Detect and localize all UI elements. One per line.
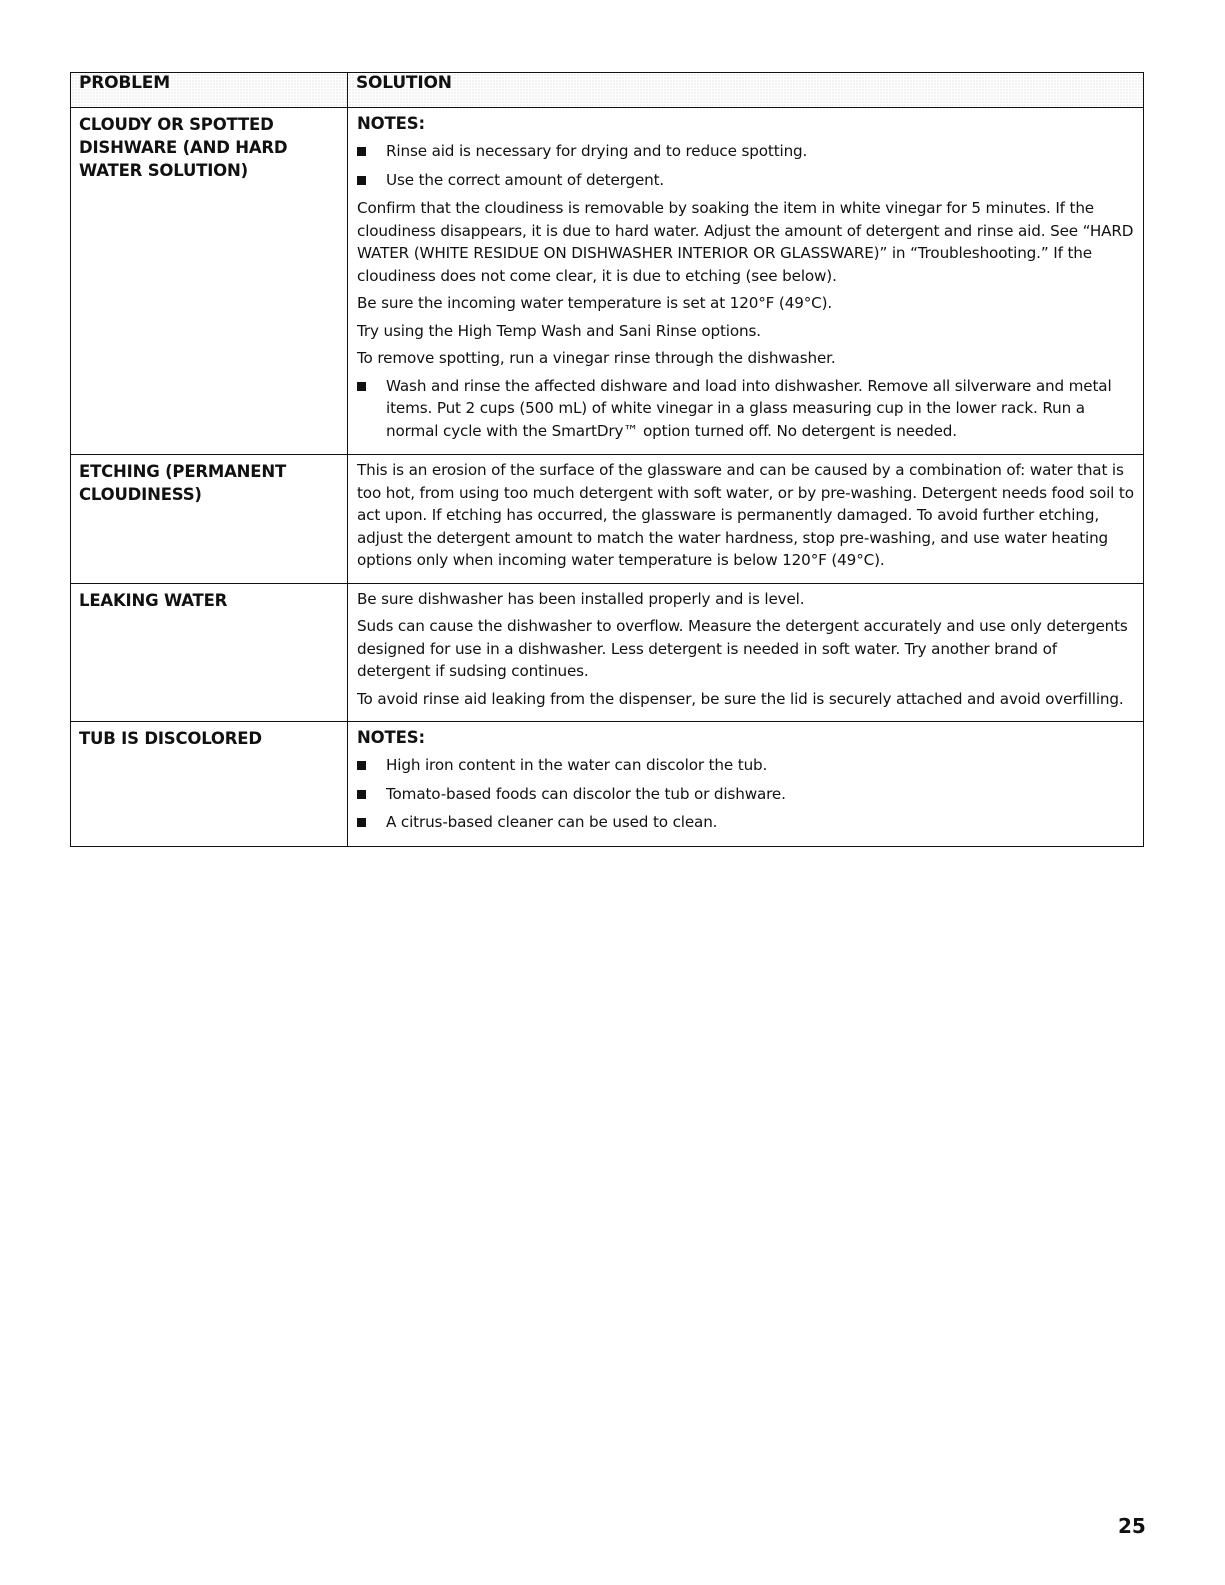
bullet-square-icon [357, 382, 366, 391]
solution-column-header: SOLUTION [348, 73, 1144, 108]
solution-paragraph: Be sure dishwasher has been installed properly and is level. [357, 589, 805, 608]
solution-cell [348, 455, 1144, 584]
bullet-square-icon [357, 790, 366, 799]
solution-paragraph: To remove spotting, run a vinegar rinse through the dishwasher. [357, 349, 836, 367]
solution-cell [348, 583, 1144, 722]
problem-cell: CLOUDY OR SPOTTED DISHWARE (AND HARD WATER SOLUTION) [71, 108, 348, 455]
table-row [71, 108, 1144, 455]
solution-cell [348, 108, 1144, 455]
problem-cell: LEAKING WATER [71, 583, 348, 722]
bullet-square-icon [357, 761, 366, 770]
notes-label: NOTES: [357, 114, 425, 133]
problem-cell: ETCHING (PERMANENT CLOUDINESS) [71, 455, 348, 584]
solution-cell [348, 722, 1144, 847]
table-row [71, 583, 1144, 722]
troubleshooting-table [70, 72, 1144, 847]
page-number: 25 [1118, 1514, 1146, 1538]
solution-paragraph: Try using the High Temp Wash and Sani Rinse options. [357, 321, 761, 340]
notes-label: NOTES: [357, 728, 425, 747]
note-item: Tomato-based foods can discolor the tub or dishware. [357, 783, 1135, 806]
table-row [71, 722, 1144, 847]
bullet-square-icon [357, 818, 366, 827]
note-item: A citrus-based cleaner can be used to clean. [357, 811, 1135, 834]
table-row [71, 455, 1144, 584]
solution-paragraph: This is an erosion of the surface of the glassware and can be caused by a combination of: water that is too hot, from using too much detergent with soft water, or by pre-washing. Detergent needs food soil to act upon. If etching has occurred, the glassware is permanently damaged. To avoid further etching, adjust the detergent amount to match the water hardness, stop pre-washing, and use water heating options only when incoming water temperature is below 120°F (49°C). [357, 461, 1134, 569]
solution-paragraph: Confirm that the cloudiness is removable by soaking the item in white vinegar for 5 minutes. If the cloudiness disappears, it is due to hard water. Adjust the amount of detergent and rinse aid. See “HARD WATER (WHITE RESIDUE ON DISHWASHER INTERIOR OR GLASSWARE)” in “Troubleshooting.” If the cloudiness does not come clear, it is due to etching (see below). [357, 199, 1134, 285]
bullet-square-icon [357, 147, 366, 156]
note-item: High iron content in the water can discolor the tub. [357, 754, 1135, 777]
step-item: Wash and rinse the affected dishware and load into dishwasher. Remove all silverware and metal items. Put 2 cups (500 mL) of white vinegar in a glass measuring cup in the lower rack. Run a normal cycle with the SmartDry™ option turned off. No detergent is needed. [357, 375, 1135, 443]
bullet-square-icon [357, 176, 366, 185]
solution-paragraph: Suds can cause the dishwasher to overflow. Measure the detergent accurately and use only detergents designed for use in a dishwasher. Less detergent is needed in soft water. Try another brand of detergent if sudsing continues. [357, 617, 1128, 680]
note-item: Use the correct amount of detergent. [357, 169, 1135, 192]
table-header-row [71, 73, 1144, 108]
problem-cell: TUB IS DISCOLORED [71, 722, 348, 847]
note-item: Rinse aid is necessary for drying and to reduce spotting. [357, 140, 1135, 163]
problem-column-header: PROBLEM [71, 73, 348, 108]
solution-paragraph: Be sure the incoming water temperature is set at 120°F (49°C). [357, 294, 833, 312]
solution-paragraph: To avoid rinse aid leaking from the dispenser, be sure the lid is securely attached and avoid overfilling. [357, 689, 1124, 708]
